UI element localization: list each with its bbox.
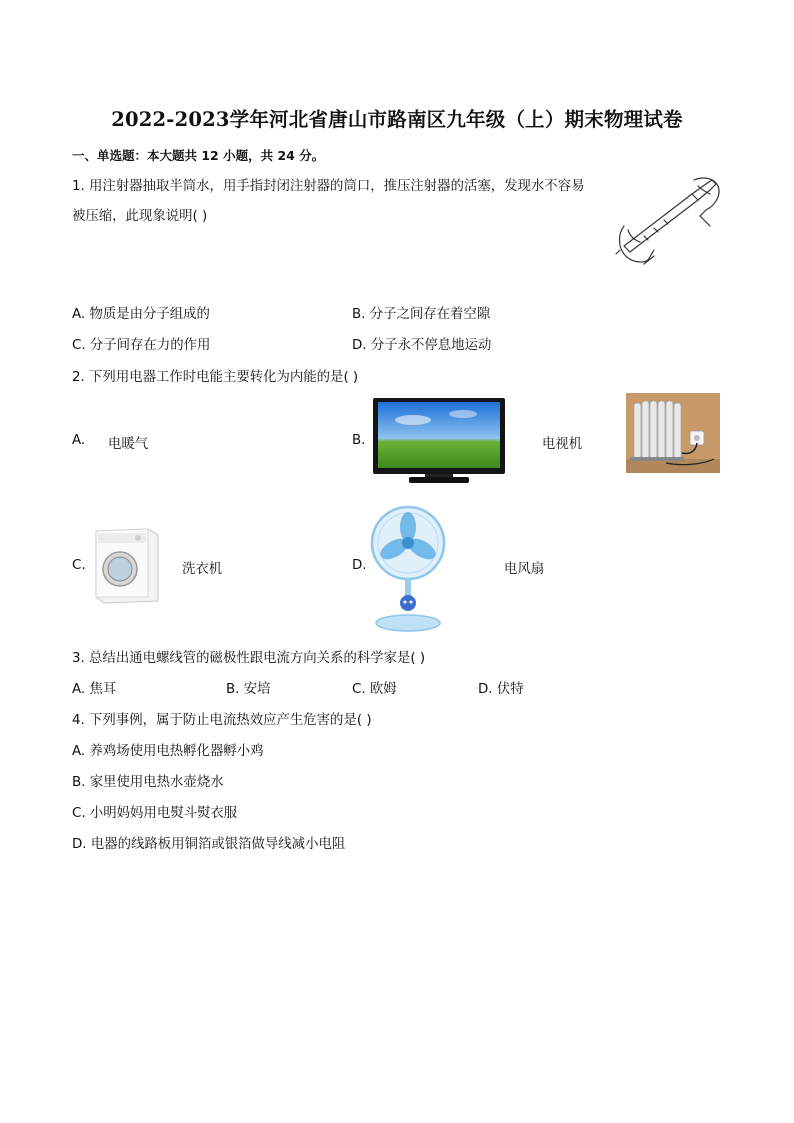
option-1b[interactable]: B. 分子之间存在着空隙 xyxy=(352,307,491,322)
option-1a[interactable]: A. 物质是由分子组成的 xyxy=(72,307,210,322)
television-image xyxy=(373,398,505,486)
question-2-stem: 2. 下列用电器工作时电能主要转化为内能的是( ) xyxy=(72,370,359,385)
page-title: 2022-2023学年河北省唐山市路南区九年级（上）期末物理试卷 xyxy=(111,108,683,131)
option-4d[interactable]: D. 电器的线路板用铜箔或银箔做导线减小电阻 xyxy=(72,837,346,852)
option-2b-label: 电视机 xyxy=(542,437,583,452)
option-2c-label: 洗衣机 xyxy=(182,562,223,577)
option-3a[interactable]: A. 焦耳 xyxy=(72,682,117,697)
option-2c-letter[interactable]: C. xyxy=(72,558,86,573)
option-4c[interactable]: C. 小明妈妈用电熨斗熨衣服 xyxy=(72,806,238,821)
washing-machine-image xyxy=(94,527,160,605)
question-4-stem: 4. 下列事例，属于防止电流热效应产生危害的是( ) xyxy=(72,713,372,728)
question-3-stem: 3. 总结出通电螺线管的磁极性跟电流方向关系的科学家是( ) xyxy=(72,651,426,666)
option-2a-letter[interactable]: A. xyxy=(72,433,86,448)
question-1-stem: 1. 用注射器抽取半筒水，用手指封闭注射器的筒口，推压注射器的活塞，发现水不容易被压缩，此现象说明( ) xyxy=(72,179,585,224)
option-4b[interactable]: B. 家里使用电热水壶烧水 xyxy=(72,775,224,790)
syringe-image xyxy=(614,176,722,266)
option-3b[interactable]: B. 安培 xyxy=(226,682,271,697)
electric-heater-image xyxy=(626,393,720,473)
electric-fan-image xyxy=(370,499,446,633)
option-4a[interactable]: A. 养鸡场使用电热孵化器孵小鸡 xyxy=(72,744,264,759)
option-2d-label: 电风扇 xyxy=(504,562,545,577)
option-2d-letter[interactable]: D. xyxy=(352,558,367,573)
option-2a-label: 电暖气 xyxy=(108,437,149,452)
option-3c[interactable]: C. 欧姆 xyxy=(352,682,397,697)
option-1c[interactable]: C. 分子间存在力的作用 xyxy=(72,338,211,353)
option-3d[interactable]: D. 伏特 xyxy=(478,682,524,697)
option-1d[interactable]: D. 分子永不停息地运动 xyxy=(352,338,492,353)
section-heading: 一、单选题：本大题共 12 小题，共 24 分。 xyxy=(72,148,325,163)
option-2b-letter[interactable]: B. xyxy=(352,433,366,448)
